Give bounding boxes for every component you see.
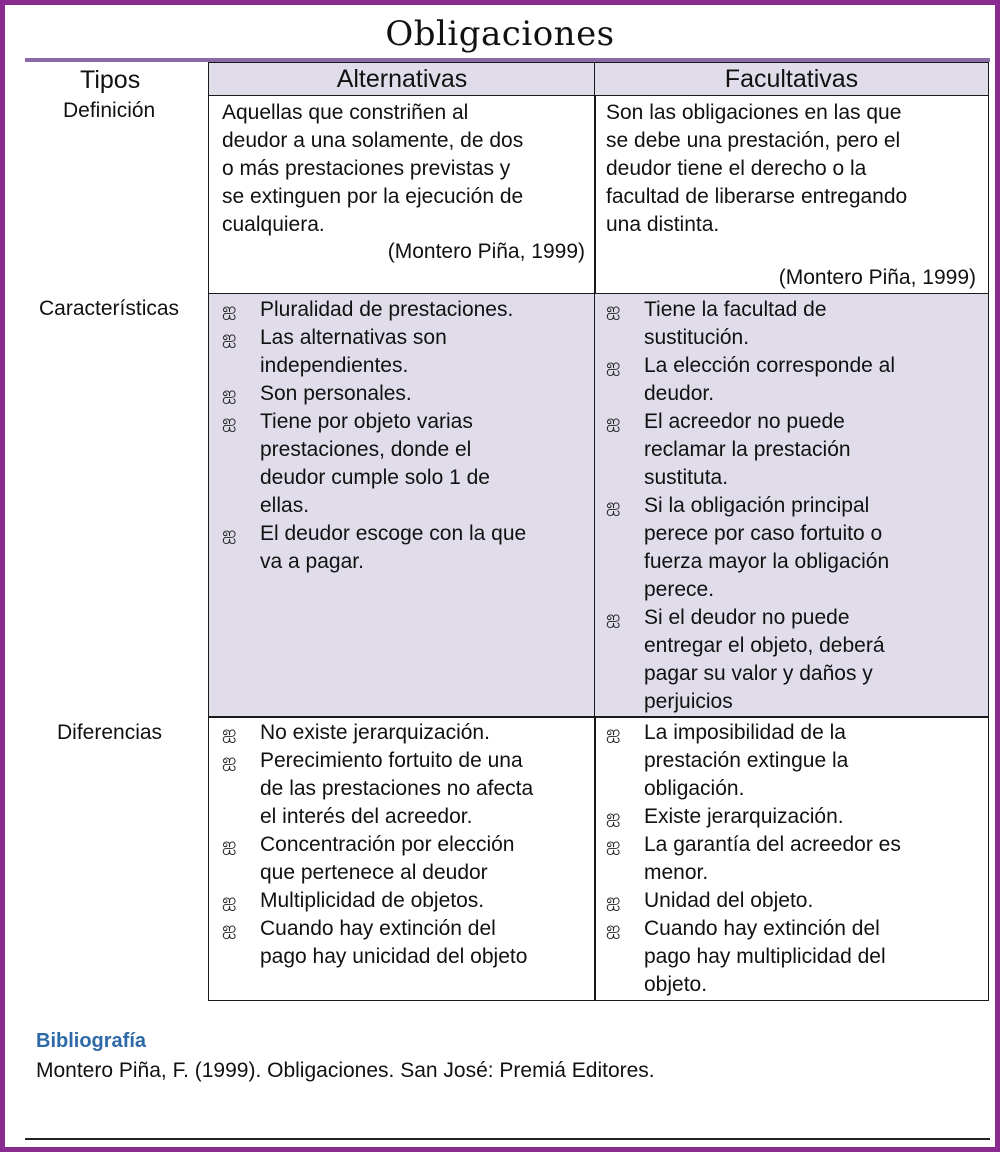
list-item-line: obligación. <box>644 777 745 800</box>
text-line: una distinta. <box>606 213 720 236</box>
header-tipos: Tipos <box>80 66 141 94</box>
list-item-line: La elección corresponde al <box>644 354 895 377</box>
caracteristicas-alternativas-list <box>222 296 587 576</box>
list-item <box>606 408 984 492</box>
list-item-line: Pluralidad de prestaciones. <box>260 298 514 321</box>
list-item-line: entregar el objeto, deberá <box>644 634 885 657</box>
bullet-icon: ஐ <box>606 834 621 855</box>
bottom-divider <box>25 1138 990 1140</box>
list-item-line: pagar su valor y daños y <box>644 662 873 685</box>
text-line: deudor a una solamente, de dos <box>222 129 524 152</box>
text-line: cualquiera. <box>222 213 325 236</box>
bullet-icon: ஐ <box>222 750 237 771</box>
bullet-icon: ஐ <box>222 890 237 911</box>
list-item <box>222 747 592 831</box>
list-item <box>606 719 984 803</box>
bibliografia-reference: Montero Piña, F. (1999). Obligaciones. San José: Premiá Editores. <box>36 1059 655 1082</box>
bullet-icon: ஐ <box>222 523 237 544</box>
list-item <box>606 831 984 887</box>
definicion-alternativas-citation: (Montero Piña, 1999) <box>387 240 585 263</box>
list-item <box>606 803 984 831</box>
text-line: o más prestaciones previstas y <box>222 157 511 180</box>
list-item-line: El acreedor no puede <box>644 410 845 433</box>
list-item <box>606 915 984 999</box>
list-item-line: objeto. <box>644 973 708 996</box>
list-item <box>222 915 592 971</box>
list-item-line: deudor cumple solo 1 de <box>260 466 490 489</box>
header-facultativas: Facultativas <box>724 65 859 93</box>
diferencias-alternativas-list <box>222 719 592 971</box>
bullet-icon: ஐ <box>606 355 621 376</box>
list-item-line: Son personales. <box>260 382 412 405</box>
list-item-line: perece. <box>644 578 715 601</box>
list-item-line: prestación extingue la <box>644 749 849 772</box>
list-item-line: que pertenece al deudor <box>260 861 488 884</box>
list-item-line: fuerza mayor la obligación <box>644 550 890 573</box>
bibliografia-heading: Bibliografía <box>36 1030 147 1052</box>
text-line: Son las obligaciones en las que <box>606 101 902 124</box>
list-item <box>222 719 592 747</box>
list-item <box>606 352 984 408</box>
list-item <box>606 296 984 352</box>
list-item-line: Tiene por objeto varias <box>260 410 473 433</box>
page-title: Obligaciones <box>385 14 615 54</box>
bullet-icon: ஐ <box>222 411 237 432</box>
text-line: se debe una prestación, pero el <box>606 129 901 152</box>
list-item <box>606 887 984 915</box>
list-item-line: Tiene la facultad de <box>644 298 827 321</box>
bullet-icon: ஐ <box>222 327 237 348</box>
list-item-line: pago hay unicidad del objeto <box>260 945 528 968</box>
list-item <box>222 520 587 576</box>
header-facultativas-cell <box>594 62 989 96</box>
bullet-icon: ஐ <box>606 411 621 432</box>
row-label-diferencias: Diferencias <box>57 721 163 744</box>
bullet-icon: ஐ <box>222 918 237 939</box>
text-line: se extinguen por la ejecución de <box>222 185 524 208</box>
list-item-line: Las alternativas son <box>260 326 447 349</box>
caracteristicas-alternativas-cell <box>208 293 596 718</box>
list-item-line: perece por caso fortuito o <box>644 522 883 545</box>
list-item-line: deudor. <box>644 382 715 405</box>
list-item-line: Perecimiento fortuito de una <box>260 749 523 772</box>
bullet-icon: ஐ <box>606 495 621 516</box>
list-item-line: el interés del acreedor. <box>260 805 473 828</box>
text-line: facultad de liberarse entregando <box>606 185 908 208</box>
list-item-line: La garantía del acreedor es <box>644 833 901 856</box>
row-label-definicion: Definición <box>63 99 156 122</box>
header-alternativas-cell <box>208 62 596 96</box>
bullet-icon: ஐ <box>222 834 237 855</box>
list-item-line: perjuicios <box>644 690 733 713</box>
list-item-line: Unidad del objeto. <box>644 889 814 912</box>
bullet-icon: ஐ <box>606 890 621 911</box>
list-item-line: reclamar la prestación <box>644 438 851 461</box>
text-line: Aquellas que constriñen al <box>222 101 469 124</box>
bullet-icon: ஐ <box>222 299 237 320</box>
list-item <box>222 296 587 324</box>
list-item <box>606 492 984 604</box>
bullet-icon: ஐ <box>606 806 621 827</box>
list-item <box>222 887 592 915</box>
list-item-line: Cuando hay extinción del <box>644 917 880 940</box>
list-item <box>222 408 587 520</box>
list-item-line: independientes. <box>260 354 409 377</box>
list-item-line: Cuando hay extinción del <box>260 917 496 940</box>
definicion-facultativas-text <box>606 99 986 239</box>
bullet-icon: ஐ <box>606 299 621 320</box>
diferencias-facultativas-cell <box>594 716 989 1001</box>
definicion-alternativas-cell <box>208 95 596 295</box>
list-item <box>606 604 984 716</box>
definicion-facultativas-citation: (Montero Piña, 1999) <box>778 266 976 289</box>
diferencias-alternativas-cell <box>208 716 596 1001</box>
bullet-icon: ஐ <box>222 722 237 743</box>
list-item-line: No existe jerarquización. <box>260 721 490 744</box>
text-line: deudor tiene el derecho o la <box>606 157 867 180</box>
list-item-line: prestaciones, donde el <box>260 438 472 461</box>
list-item-line: Si la obligación principal <box>644 494 870 517</box>
bullet-icon: ஐ <box>606 918 621 939</box>
list-item-line: sustitución. <box>644 326 750 349</box>
list-item-line: va a pagar. <box>260 550 364 573</box>
list-item-line: de las prestaciones no afecta <box>260 777 534 800</box>
list-item-line: Concentración por elección <box>260 833 515 856</box>
list-item-line: El deudor escoge con la que <box>260 522 527 545</box>
list-item-line: La imposibilidad de la <box>644 721 846 744</box>
list-item <box>222 831 592 887</box>
list-item <box>222 324 587 380</box>
caracteristicas-facultativas-list <box>606 296 984 716</box>
definicion-alternativas-text <box>222 99 592 239</box>
list-item-line: Existe jerarquización. <box>644 805 844 828</box>
definicion-facultativas-cell <box>594 95 989 295</box>
caracteristicas-facultativas-cell <box>594 293 989 718</box>
header-alternativas: Alternativas <box>336 65 468 93</box>
bullet-icon: ஐ <box>222 383 237 404</box>
row-label-caracteristicas: Características <box>39 297 180 320</box>
list-item <box>222 380 587 408</box>
list-item-line: ellas. <box>260 494 310 517</box>
list-item-line: Multiplicidad de objetos. <box>260 889 485 912</box>
list-item-line: sustituta. <box>644 466 729 489</box>
bullet-icon: ஐ <box>606 607 621 628</box>
bullet-icon: ஐ <box>606 722 621 743</box>
list-item-line: pago hay multiplicidad del <box>644 945 886 968</box>
diferencias-facultativas-list <box>606 719 984 999</box>
list-item-line: menor. <box>644 861 709 884</box>
list-item-line: Si el deudor no puede <box>644 606 850 629</box>
